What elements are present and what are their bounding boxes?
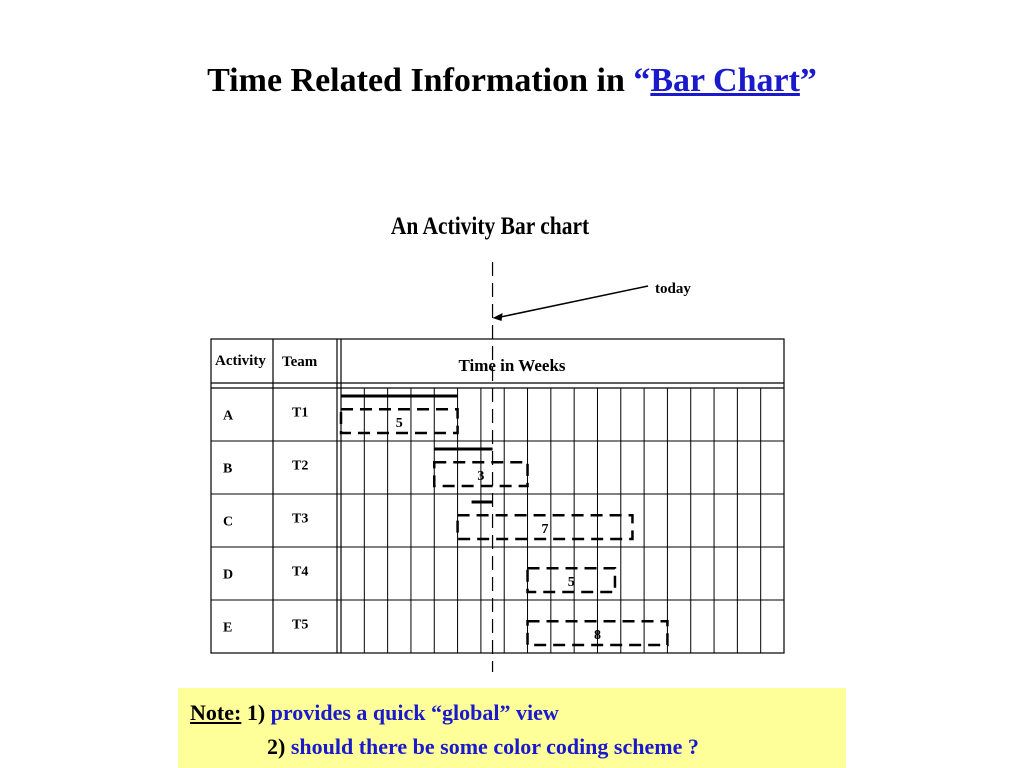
activity-label: D — [223, 567, 234, 583]
today-arrow-line — [501, 286, 648, 317]
time-axis-label: Time in Weeks — [458, 356, 566, 375]
activity-label: B — [223, 461, 233, 477]
table-frame — [211, 339, 784, 653]
title-link-text: Bar Chart — [650, 62, 800, 99]
title-close-quote: ” — [799, 62, 817, 99]
row-labels — [223, 406, 308, 636]
activity-label: A — [223, 408, 234, 424]
note-item1-text: provides a quick “global” view — [265, 700, 559, 725]
week-grid — [364, 388, 760, 653]
team-label: T5 — [292, 617, 309, 633]
header-activity: Activity — [215, 353, 266, 369]
chart-title: An Activity Bar chart — [390, 212, 590, 241]
bar-duration-label: 3 — [477, 469, 485, 485]
note-item1-number: 1) — [241, 700, 266, 725]
team-label: T1 — [292, 405, 309, 421]
bar-duration-label: 5 — [395, 416, 403, 432]
activity-label: E — [223, 620, 233, 636]
header-team: Team — [282, 354, 318, 370]
note-line-1 — [190, 700, 559, 726]
note-item2-text: should there be some color coding scheme ? — [285, 734, 699, 759]
title-open-quote: “ — [633, 62, 651, 99]
team-label: T2 — [292, 458, 309, 474]
today-arrow-head — [493, 313, 503, 321]
title-prefix: Time Related Information in — [207, 62, 634, 99]
bar-duration-label: 5 — [567, 575, 575, 591]
today-marker — [493, 262, 648, 672]
team-label: T3 — [292, 511, 309, 527]
team-label: T4 — [292, 564, 309, 580]
bar-duration-label: 7 — [541, 522, 549, 538]
note-line-2 — [267, 734, 699, 760]
bar-duration-label: 8 — [593, 628, 601, 644]
today-label: today — [655, 281, 691, 297]
note-box — [178, 688, 846, 768]
note-label: Note: — [190, 700, 242, 725]
activity-label: C — [223, 514, 234, 530]
note-item2-number: 2) — [267, 734, 286, 759]
